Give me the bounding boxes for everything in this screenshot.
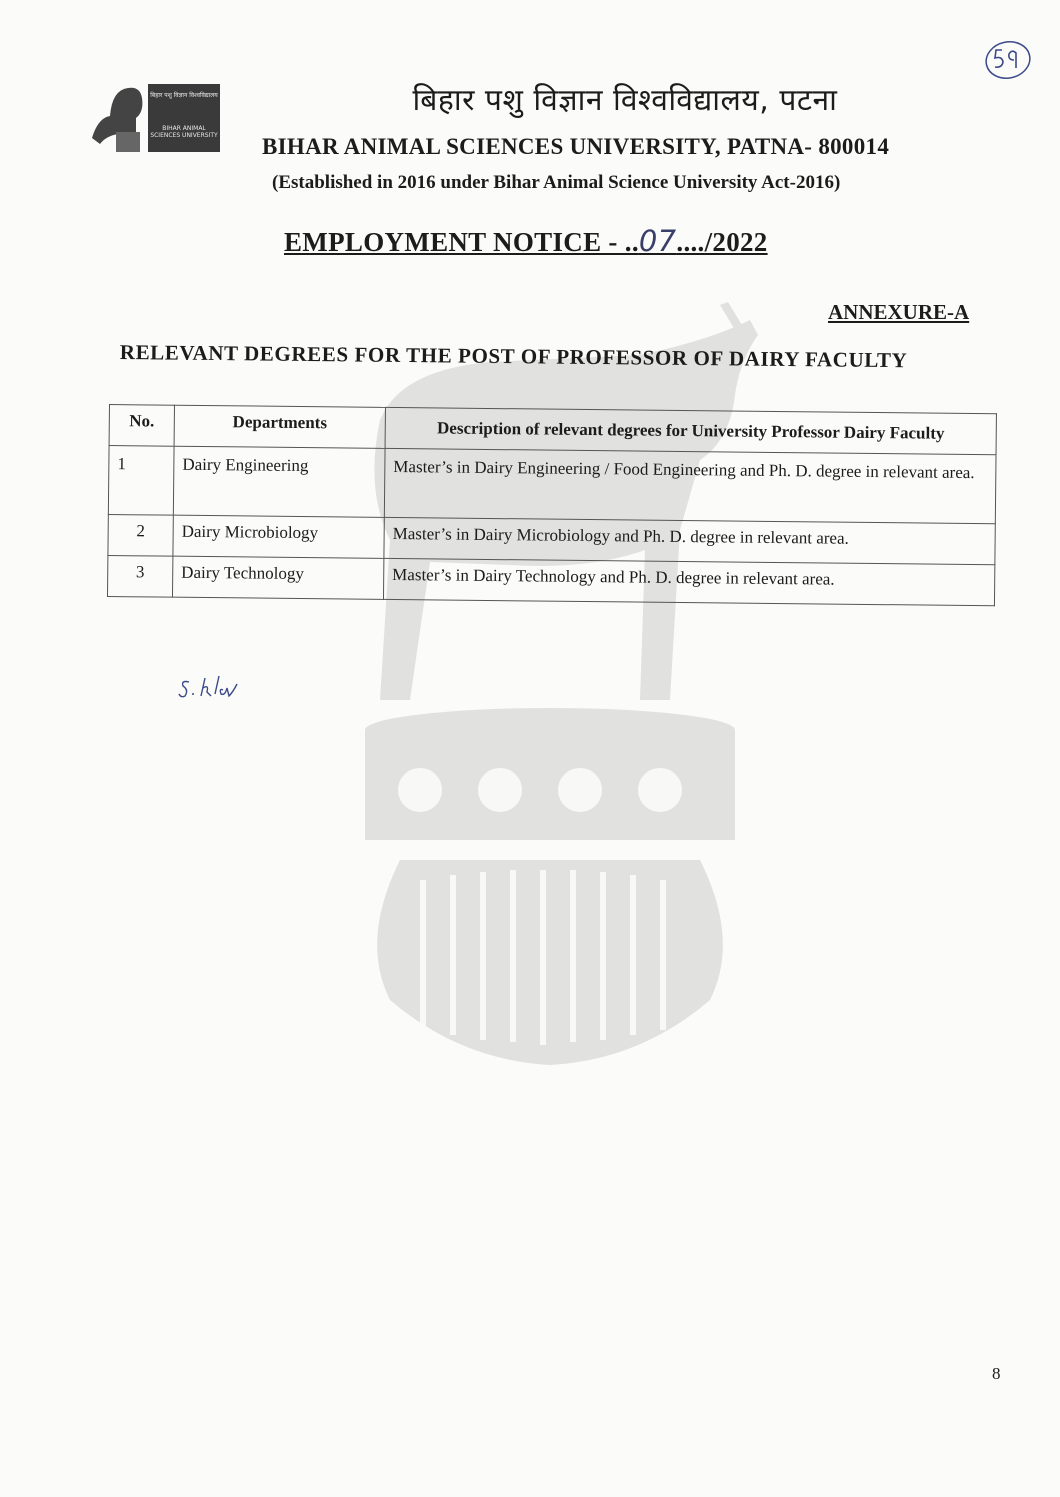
page-stamp-circle (980, 38, 1036, 84)
header-departments: Departments (174, 405, 385, 448)
row-description: Master’s in Dairy Engineering / Food Engineering and Ph. D. degree in relevant area. (384, 448, 996, 523)
header-description: Description of relevant degrees for University Professor Dairy Faculty (385, 407, 996, 454)
header-no: No. (109, 405, 174, 447)
row-description: Master’s in Dairy Microbiology and Ph. D. degree in relevant area. (384, 517, 995, 564)
page-number: 8 (992, 1364, 1001, 1383)
table-row (108, 446, 996, 524)
logo-english-text: BIHAR ANIMAL SCIENCES UNIVERSITY (150, 125, 218, 139)
logo-hindi-text: बिहार पशु विज्ञान विश्वविद्यालय (150, 92, 218, 99)
notice-suffix: ..../2022 (676, 227, 768, 257)
row-no: 1 (108, 446, 174, 516)
row-no: 2 (108, 514, 173, 556)
annexure-label: ANNEXURE-A (828, 300, 970, 324)
degrees-table (107, 404, 997, 606)
university-name: BIHAR ANIMAL SCIENCES UNIVERSITY, PATNA- 800014 (262, 134, 890, 159)
notice-prefix: EMPLOYMENT NOTICE - .. (284, 227, 639, 257)
employment-notice-title (284, 224, 768, 258)
row-description: Master’s in Dairy Technology and Ph. D. degree in relevant area. (383, 558, 994, 605)
handwritten-initials (175, 670, 255, 700)
notice-number: 07 (638, 224, 677, 258)
row-department: Dairy Microbiology (173, 515, 384, 558)
row-department: Dairy Technology (172, 556, 383, 599)
section-title: RELEVANT DEGREES FOR THE POST OF PROFESSOR OF DAIRY FACULTY (119, 340, 908, 373)
row-no: 3 (107, 555, 172, 597)
row-department: Dairy Engineering (173, 446, 385, 517)
established-line: (Established in 2016 under Bihar Animal Science University Act-2016) (272, 172, 841, 193)
hindi-title: बिहार पशु विज्ञान विश्वविद्यालय, पटना (412, 83, 838, 118)
table-row (107, 555, 994, 605)
